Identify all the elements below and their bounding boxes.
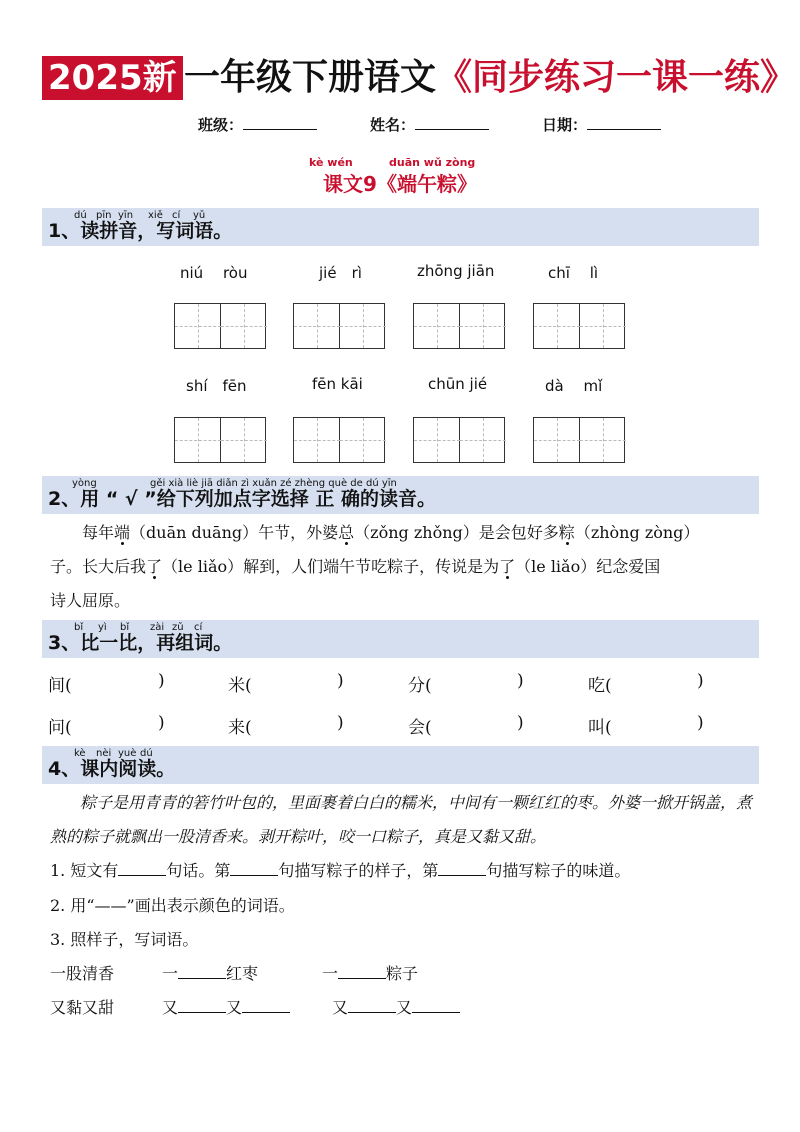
section-4-header xyxy=(42,746,759,784)
section-1-title: 1、读拼音，写词语。 xyxy=(48,220,233,242)
compare-char: 问( xyxy=(48,718,72,738)
date-label: 日期： xyxy=(542,116,588,134)
writing-grid[interactable] xyxy=(174,417,266,463)
dotted-char[interactable]: 了 xyxy=(499,557,516,576)
example-row-1: 一股清香 一 红枣 一 粽子 xyxy=(50,964,419,983)
compare-char: 米( xyxy=(228,676,252,696)
dotted-char[interactable]: 了 xyxy=(146,557,163,576)
q4-question-3: 3. 照样子，写词语。 xyxy=(50,930,199,949)
writing-grid[interactable] xyxy=(293,417,385,463)
sec4-py: dú xyxy=(140,748,153,759)
pinyin-word: shí fēn xyxy=(186,377,247,395)
paren-close: ) xyxy=(337,713,344,733)
q4-question-2: 2. 用“——”画出表示颜色的词语。 xyxy=(50,896,295,915)
lesson-pinyin-1: kè wén xyxy=(309,156,353,169)
pinyin-word: jié rì xyxy=(319,264,362,282)
compare-char: 分( xyxy=(408,676,432,696)
section-2-title: 2、用 “ √ ”给下列加点字选择 正 确的读音。 xyxy=(48,488,436,510)
dotted-char[interactable]: 端 xyxy=(114,523,131,542)
pinyin-word: chī lì xyxy=(548,264,599,282)
lesson-pinyin-2: duān wǔ zòng xyxy=(389,156,476,169)
sec3-py: zài xyxy=(150,622,165,633)
writing-grid[interactable] xyxy=(174,303,266,349)
answer-blank[interactable] xyxy=(178,964,226,979)
section-3-header xyxy=(42,620,759,658)
sec4-py: nèi xyxy=(96,748,112,759)
answer-blank[interactable] xyxy=(230,861,278,876)
pinyin-word: chūn jié xyxy=(428,375,488,393)
sec1-py: yīn xyxy=(118,210,134,221)
sec3-py: yì xyxy=(98,622,107,633)
dotted-char[interactable]: 粽 xyxy=(558,523,575,542)
sec1-py: dú xyxy=(74,210,87,221)
paren-close: ) xyxy=(158,671,165,691)
answer-blank[interactable] xyxy=(242,998,290,1013)
compare-char: 会( xyxy=(408,718,432,738)
title-grade: 一年级下册语文 xyxy=(184,57,437,98)
paren-close: ) xyxy=(158,713,165,733)
section-1-header xyxy=(42,208,759,246)
example-row-2: 又黏又甜 又 又 又 又 xyxy=(50,995,114,1018)
paren-close: ) xyxy=(337,671,344,691)
sec1-py: yǔ xyxy=(193,210,206,221)
title-series: 《同步练习一课一练》 xyxy=(436,57,797,98)
paren-close: ) xyxy=(517,713,524,733)
writing-grid[interactable] xyxy=(533,303,625,349)
pinyin-word: dà mǐ xyxy=(545,377,603,395)
pinyin-word: zhōng jiān xyxy=(417,262,495,280)
compare-char: 叫( xyxy=(588,718,612,738)
class-field[interactable] xyxy=(198,114,317,135)
writing-grid[interactable] xyxy=(293,303,385,349)
q2-passage-line2: 子。长大后我了（le liǎo）解到，人们端午节吃粽子，传说是为了（le liǎo）纪念爱国 xyxy=(50,557,661,576)
compare-char: 吃( xyxy=(588,676,612,696)
writing-grid[interactable] xyxy=(533,417,625,463)
name-label: 姓名： xyxy=(370,116,416,134)
paren-close: ) xyxy=(697,671,704,691)
sec1-py: pīn xyxy=(96,210,112,221)
page-title xyxy=(184,54,796,102)
sec4-py: yuè xyxy=(118,748,137,759)
pinyin-word: niú ròu xyxy=(180,264,248,282)
sec3-py: zǔ xyxy=(172,622,184,633)
answer-blank[interactable] xyxy=(412,998,460,1013)
section-2-header xyxy=(42,476,759,514)
paren-close: ) xyxy=(697,713,704,733)
pinyin-word: fēn kāi xyxy=(312,375,363,393)
answer-blank[interactable] xyxy=(338,964,386,979)
sec4-py: kè xyxy=(74,748,86,759)
name-field[interactable] xyxy=(370,114,489,135)
section-3-title: 3、比一比，再组词。 xyxy=(48,632,233,654)
reading-passage: 粽子是用青青的箬竹叶包的，里面裹着白白的糯米，中间有一颗红红的枣。外婆一掀开锅盖，煮熟的粽子就飘出一股清香来。剥开粽叶，咬一口粽子，真是又黏又甜。 xyxy=(50,793,753,846)
writing-grid[interactable] xyxy=(413,303,505,349)
page-header xyxy=(42,54,797,104)
sec2-py: yòng xyxy=(72,478,97,489)
section-4-title: 4、课内阅读。 xyxy=(48,758,176,780)
class-label: 班级： xyxy=(198,116,244,134)
brand-badge: 2025新 xyxy=(42,56,183,100)
answer-blank[interactable] xyxy=(348,998,396,1013)
q2-passage-line1: 每年端（duān duāng）午节，外婆总（zǒng zhǒng）是会包好多粽（zhòng zòng） xyxy=(82,523,700,542)
compare-char: 间( xyxy=(48,676,72,696)
compare-char: 来( xyxy=(228,718,252,738)
sec3-py: cí xyxy=(194,622,203,633)
answer-blank[interactable] xyxy=(118,861,166,876)
sec1-py: cí xyxy=(172,210,181,221)
sec2-py: gěi xià liè jiā diǎn zì xuǎn zé zhèng què de dú yīn xyxy=(150,478,397,489)
date-field[interactable] xyxy=(542,114,661,135)
example-word: 一股清香 xyxy=(50,964,115,983)
answer-blank[interactable] xyxy=(438,861,486,876)
dotted-char[interactable]: 总 xyxy=(338,523,355,542)
q4-question-1: 1. 短文有 句话。第 句描写粽子的样子，第 句描写粽子的味道。 xyxy=(50,861,631,880)
sec3-py: bǐ xyxy=(74,622,84,633)
answer-blank[interactable] xyxy=(178,998,226,1013)
sec1-py: xiě xyxy=(148,210,163,221)
sec3-py: bǐ xyxy=(120,622,130,633)
paren-close: ) xyxy=(517,671,524,691)
lesson-title: 课文9《端午粽》 xyxy=(323,172,477,196)
q2-passage-line3: 诗人屈原。 xyxy=(50,591,131,610)
example-word: 又黏又甜 xyxy=(50,998,115,1017)
writing-grid[interactable] xyxy=(413,417,505,463)
